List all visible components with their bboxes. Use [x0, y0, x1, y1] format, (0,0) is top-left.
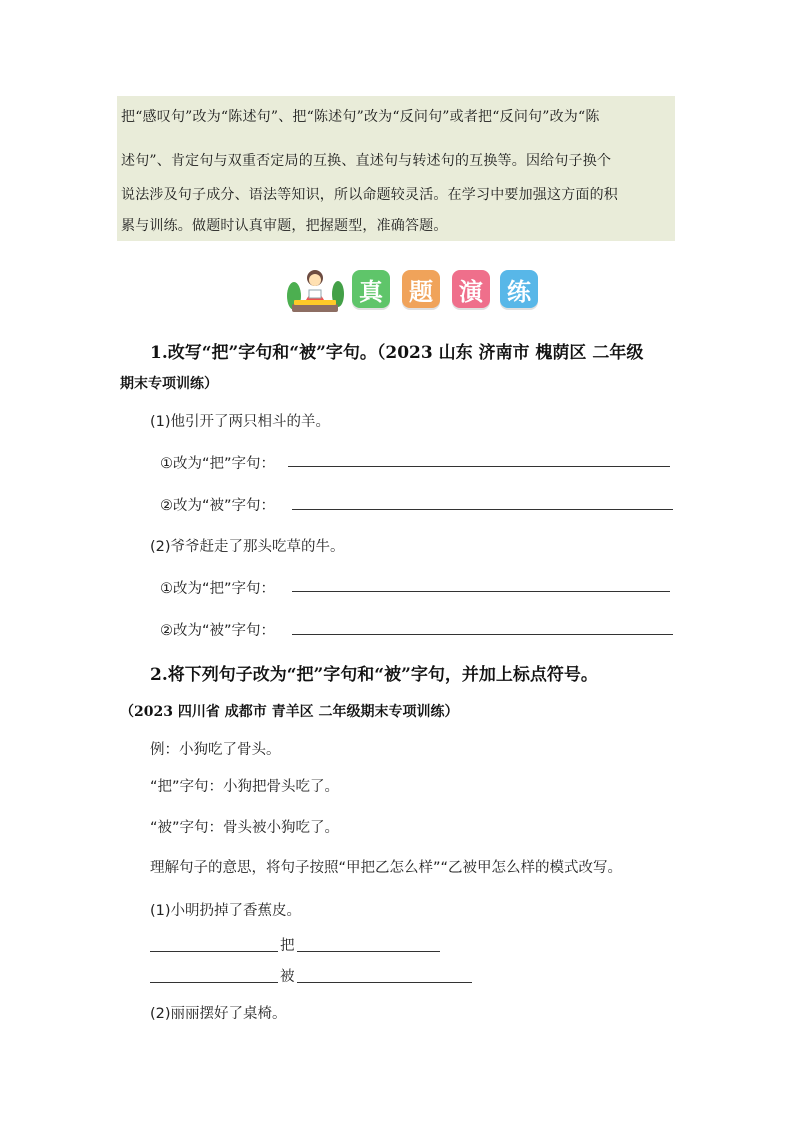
answer-line[interactable] — [292, 509, 673, 510]
banner-tile-2: 题 — [402, 270, 440, 308]
banner-tile-4: 练 — [500, 270, 538, 308]
question-1-title-cont: 期末专项训练） — [120, 376, 218, 392]
answer-line[interactable] — [288, 466, 670, 467]
section-banner — [284, 266, 544, 314]
answer-line[interactable] — [297, 951, 440, 952]
intro-line-3: 说法涉及句子成分、语法等知识，所以命题较灵活。在学习中要加强这方面的积 — [121, 187, 618, 203]
answer-line[interactable] — [150, 951, 278, 952]
banner-tile-1: 真 — [352, 270, 390, 308]
intro-line-2: 述句”、肯定句与双重否定局的互换、直述句与转述句的互换等。因给句子换个 — [121, 153, 612, 169]
reading-girl-illustration — [284, 266, 346, 314]
q1-item-2-prompt-bei: ②改为“被”字句： — [160, 623, 276, 639]
q2-ba-example: “把”字句：小狗把骨头吃了。 — [150, 779, 340, 795]
q1-item-1-prompt-ba: ①改为“把”字句： — [160, 456, 276, 472]
answer-line[interactable] — [292, 591, 670, 592]
answer-line[interactable] — [292, 634, 673, 635]
question-1-title: 1.改写“把”字句和“被”字句。（2023 山东 济南市 槐荫区 二年级 — [150, 343, 644, 363]
banner-tile-3: 演 — [452, 270, 490, 308]
q1-item-1-sentence: (1)他引开了两只相斗的羊。 — [150, 414, 331, 430]
q2-item-2: (2)丽丽摆好了桌椅。 — [150, 1006, 287, 1022]
intro-line-4: 累与训练。做题时认真审题，把握题型，准确答题。 — [121, 218, 448, 234]
intro-line-1: 把“感叹句”改为“陈述句”、把“陈述句”改为“反问句”或者把“反问句”改为“陈 — [121, 109, 600, 125]
q2-ba-char: 把 — [280, 938, 295, 954]
answer-line[interactable] — [297, 982, 472, 983]
question-2-title: 2.将下列句子改为“把”字句和“被”字句，并加上标点符号。 — [150, 665, 598, 685]
q1-item-2-prompt-ba: ①改为“把”字句： — [160, 581, 276, 597]
q2-bei-example: “被”字句：骨头被小狗吃了。 — [150, 820, 340, 836]
q2-instruction: 理解句子的意思，将句子按照“甲把乙怎么样”“乙被甲怎么样的模式改写。 — [150, 860, 623, 876]
q1-item-2-sentence: (2)爷爷赶走了那头吃草的牛。 — [150, 539, 345, 555]
q1-item-1-prompt-bei: ②改为“被”字句： — [160, 498, 276, 514]
answer-line[interactable] — [150, 982, 278, 983]
q2-bei-char: 被 — [280, 969, 295, 985]
q2-item-1: (1)小明扔掉了香蕉皮。 — [150, 903, 302, 919]
q2-example: 例：小狗吃了骨头。 — [150, 742, 281, 758]
question-2-source: （2023 四川省 成都市 青羊区 二年级期末专项训练） — [120, 704, 459, 720]
